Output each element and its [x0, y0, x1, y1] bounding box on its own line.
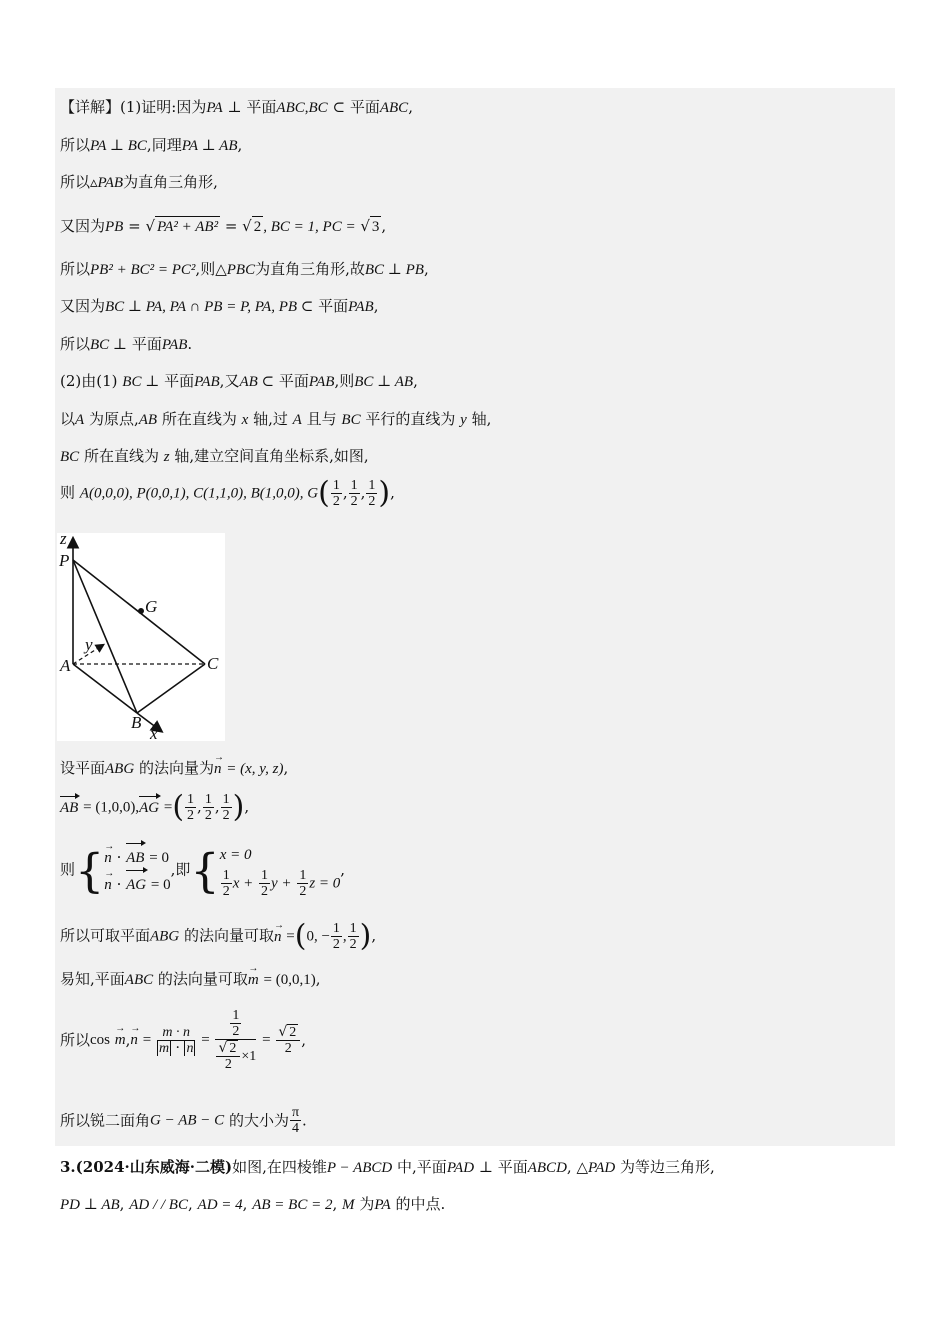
label-z: z [60, 533, 67, 548]
coordinate-diagram [57, 533, 225, 741]
problem-3-line-1: 3.(2024·山东威海·二模)如图,在四棱锥P − ABCD 中,平面PAD ⊥ 平面ABCD, △PAD 为等边三角形, [60, 1158, 715, 1176]
solution-line-3: 所以▵PAB为直角三角形, [60, 173, 218, 191]
solution-line-17: 所以cos → m,→ n = $\frac{m \cdot n}{m \cdot n}$ = $\frac{1}{2}$ $\frac{√ 2}{2}$ ×1 = $\frac{√ 2}{2}$ , [60, 1008, 306, 1072]
tetrahedron-figure [57, 533, 225, 741]
problem-source: (2024·山东威海·二模) [75, 1158, 233, 1176]
point-g [138, 608, 144, 614]
edge-bc [137, 664, 205, 713]
solution-line-6: 又因为BC ⊥ PA, PA ∩ PB = P, PA, PB ⊂ 平面PAB, [60, 297, 379, 315]
solution-line-14: 则{ → n · AB = 0 → n · AG = 0 ,即{ x = 0 $\frac{1}{2}$ x + $\frac{1}{2}$ y + $\frac{1}{2}$ z = 0 , [60, 842, 345, 899]
detail-tag: 【详解】 [60, 98, 121, 116]
solution-line-15: 所以可取平面ABG 的法向量可取→ n =(0, − $\frac{1}{2}$ , $\frac{1}{2}$ ), [60, 921, 376, 952]
solution-line-16: 易知,平面ABC 的法向量可取→ m = (0,0,1), [60, 969, 321, 990]
solution-line-5: 所以PB² + BC² = PC²,则△PBC为直角三角形,故BC ⊥ PB, [60, 260, 429, 278]
solution-line-8: (2)由(1) BC ⊥ 平面PAB,又AB ⊂ 平面PAB,则BC ⊥ AB, [60, 372, 418, 390]
solution-line-13: AB = (1,0,0),AG =( $\frac{1}{2}$ , $\frac{1}{2}$ , $\frac{1}{2}$ ), [60, 789, 250, 825]
solution-line-12: 设平面ABG 的法向量为→ n = (x, y, z), [60, 758, 288, 779]
label-x: x [150, 724, 158, 741]
label-b: B [131, 713, 142, 732]
solution-line-2: 所以PA ⊥ BC,同理PA ⊥ AB, [60, 136, 243, 154]
problem-3-line-2: PD ⊥ AB, AD / / BC, AD = 4, AB = BC = 2, M 为PA 的中点. [60, 1195, 446, 1213]
solution-line-11: 则 A(0,0,0), P(0,0,1), C(1,1,0), B(1,0,0), G( $\frac{1}{2}$ , $\frac{1}{2}$ , $\frac{1}{2}$ ), [60, 475, 395, 511]
edge-pb [73, 560, 137, 713]
label-c: C [207, 654, 219, 673]
solution-line-7: 所以BC ⊥ 平面PAB. [60, 335, 193, 353]
solution-line-9: 以A 为原点,AB 所在直线为 x 轴,过 A 且与 BC 平行的直线为 y 轴, [60, 410, 492, 428]
solution-line-18: 所以锐二面角G − AB − C 的大小为 $\frac{\pi}{4}$ . [60, 1105, 307, 1136]
label-a: A [60, 656, 71, 675]
label-g: G [145, 597, 158, 616]
problem-number: 3. [60, 1158, 76, 1176]
label-p: P [59, 551, 70, 570]
solution-line-10: BC 所在直线为 z 轴,建立空间直角坐标系,如图, [60, 447, 369, 465]
solution-line-4: 又因为PB = √ PA² + AB² = √ 2 , BC = 1, PC = √ 3 , [60, 217, 387, 235]
solution-line-1: 【详解】(1)证明:因为PA ⊥ 平面ABC,BC ⊂ 平面ABC, [60, 98, 413, 116]
label-y: y [85, 635, 93, 654]
